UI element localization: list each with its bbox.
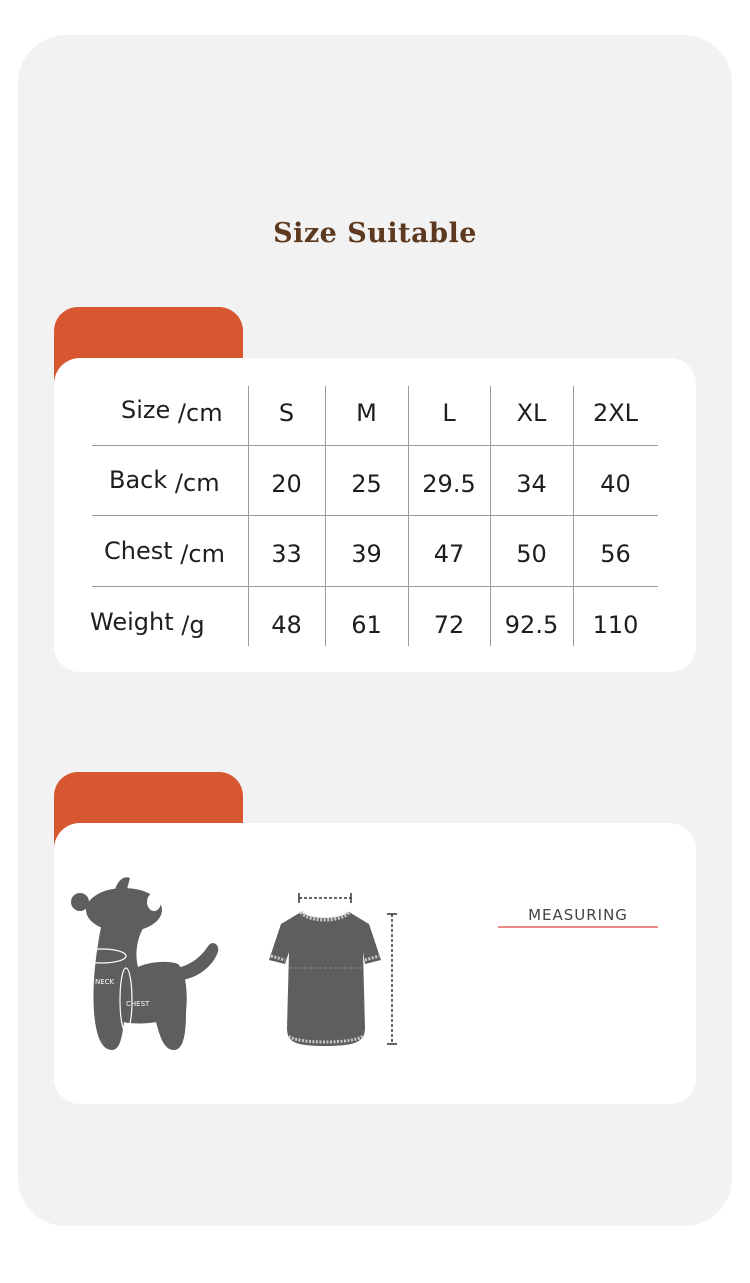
row-label-text: Weight <box>90 608 174 636</box>
table-cell: 50 <box>516 540 547 568</box>
size-header-2xl: 2XL <box>592 399 639 427</box>
table-cell: 25 <box>351 470 382 498</box>
measuring-label: MEASURING <box>528 906 628 924</box>
table-cell: 61 <box>351 611 382 639</box>
table-cell: 110 <box>592 611 639 639</box>
row-label-weight <box>90 608 205 639</box>
shirt-measure-illustration <box>265 890 405 1050</box>
header-label-text: Size <box>121 396 171 424</box>
table-cell: 47 <box>433 540 465 568</box>
table-cell: 20 <box>271 470 302 498</box>
row-label-text: Back <box>109 466 168 494</box>
table-cell: 92.5 <box>504 611 559 639</box>
table-cell: 33 <box>271 540 302 568</box>
measuring-underline <box>498 926 658 928</box>
table-cell: 56 <box>600 540 631 568</box>
neck-label: NECK <box>95 978 115 986</box>
table-cell: 72 <box>433 611 465 639</box>
table-cell: 29.5 <box>422 470 476 498</box>
page-title: Size Suitable <box>273 218 477 249</box>
row-label-chest <box>104 537 225 568</box>
row-label-text: Chest <box>104 537 173 565</box>
row-unit: /cm <box>174 469 220 497</box>
row-unit: /cm <box>180 540 225 568</box>
header-unit: /cm <box>177 399 223 427</box>
table-cell: 39 <box>351 540 382 568</box>
table-cell: 40 <box>600 470 631 498</box>
table-cell: 34 <box>516 470 547 498</box>
row-label-back <box>109 466 220 497</box>
header-label <box>121 396 223 427</box>
size-header-xl: XL <box>516 399 547 427</box>
dog-measure-illustration <box>68 872 228 1057</box>
row-unit: /g <box>181 611 205 639</box>
table-cell: 48 <box>271 611 302 639</box>
size-header-s: S <box>278 399 295 427</box>
size-header-m: M <box>356 399 377 427</box>
chest-label: CHEST <box>126 1000 150 1008</box>
size-table-card <box>54 358 696 672</box>
size-header-l: L <box>442 399 456 427</box>
